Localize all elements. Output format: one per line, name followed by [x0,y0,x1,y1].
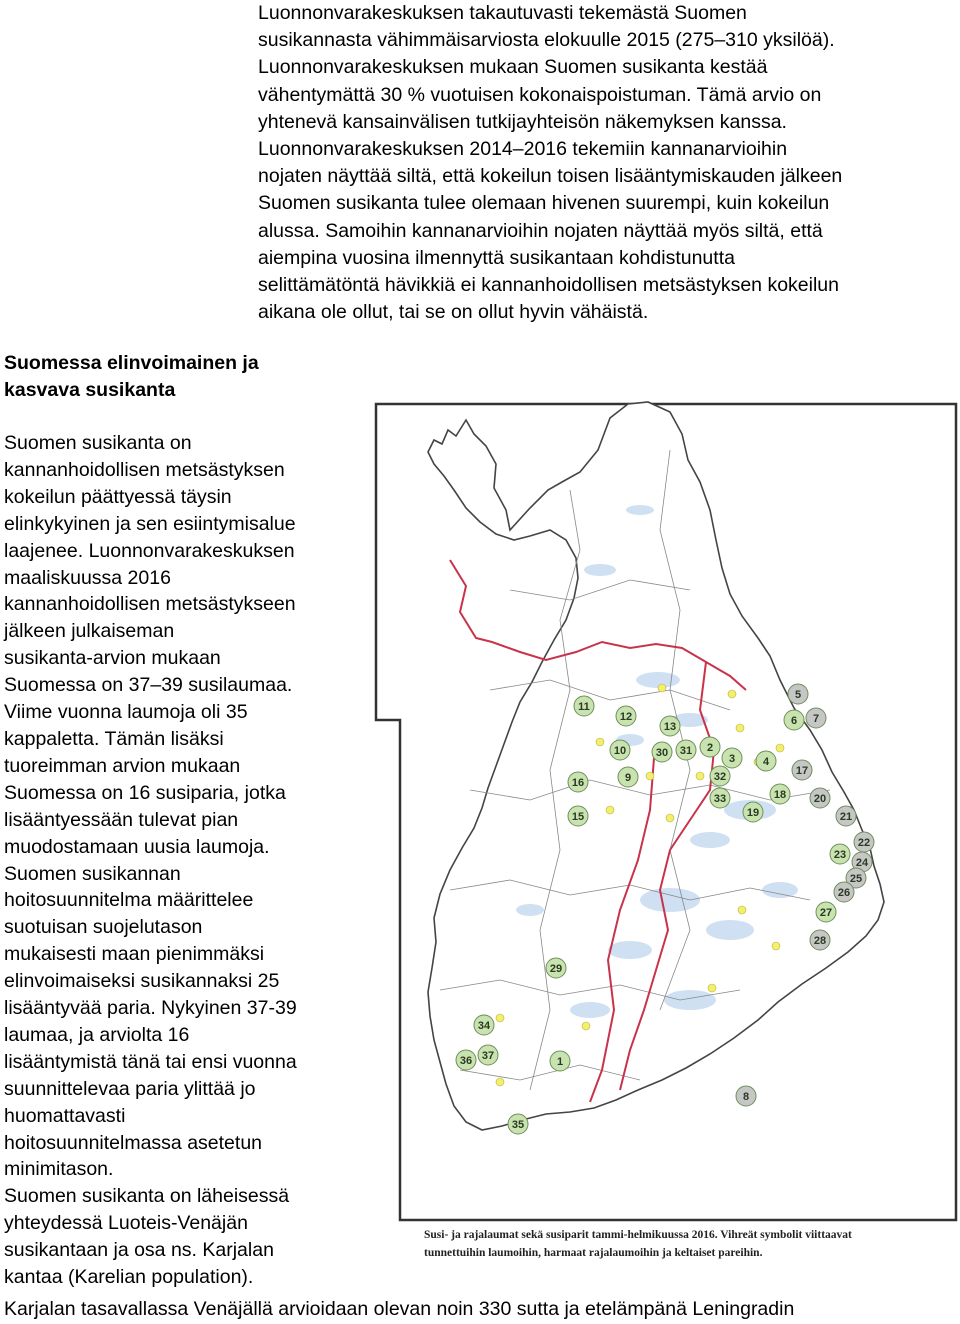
text-line: elinvoimaiseksi susikannaksi 25 [4,970,280,993]
pack-marker [508,1114,528,1134]
pack-marker [810,930,830,950]
pack-marker [836,806,856,826]
pack-label: 35 [511,1119,525,1131]
pack-label: 3 [728,753,736,765]
pack-marker [756,751,776,771]
lake [516,904,544,916]
text-line: lisääntyvää paria. Nykyinen 37-39 [4,997,297,1020]
text-line: nojaten näyttää siltä, että kokeilun toisen lisääntymiskauden jälkeen [258,165,843,188]
pack-marker [610,740,630,760]
pack-marker [743,802,763,822]
text-line: laumaa, ja arviolta 16 [4,1023,190,1046]
pack-marker [474,1015,494,1035]
text-line: huomattavasti [4,1104,126,1127]
text-line: maaliskuussa 2016 [4,566,171,589]
pack-label: 7 [812,713,820,725]
pack-marker [550,1051,570,1071]
pack-label: 11 [578,701,590,713]
text-line: Suomessa on 37–39 susilaumaa. [4,674,293,697]
pack-label: 28 [813,935,827,947]
pack-label: 32 [713,771,727,783]
sidebar-paragraph [4,430,297,1291]
text-line: muodostamaan uusia laumoja. [4,835,270,858]
pack-label: 4 [762,756,770,768]
lake [664,990,716,1010]
lake [570,1002,610,1018]
text-line: kannanhoidollisen metsästykseen [4,593,296,616]
text-line: suotuisan suojelutason [4,916,203,939]
text-line: vähentymättä 30 % vuotuisen kokonaispoistuman. Tämä arvio on [258,83,822,106]
pair-dot [738,906,746,914]
text-line: Suomen susikanta on [4,432,192,454]
text-line: kantaa (Karelian population). [4,1266,254,1289]
pack-marker [546,958,566,978]
pack-label: 34 [477,1020,491,1032]
pack-label: 16 [571,777,585,789]
pack-marker [784,710,804,730]
text-line: kannanhoidollisen metsästyksen [4,458,285,481]
text-line: minimitason. [4,1158,114,1181]
pair-dot [658,684,666,692]
pack-label: 13 [663,721,677,733]
pack-label: 30 [655,747,669,759]
text-line: Suomen susikanta tulee olemaan hivenen suurempi, kuin kokeilun [258,192,830,215]
pack-marker [660,716,680,736]
pack-label: 6 [790,715,798,727]
pack-label: 8 [742,1091,750,1103]
lake [608,941,652,959]
text-line: aiempina vuosina ilmennyttä susikantaan kohdistunutta [258,246,735,269]
lake [626,505,654,515]
map-caption-line-2: tunnettuihin laumoihin, harmaat rajalaumoihin ja keltaiset pareihin. [424,1247,763,1259]
text-line: hoitosuunnitelma määrittelee [4,889,254,912]
text-line: yhtenevä kansainvälisen tutkijayhteisön näkemyksen kanssa. [258,110,787,133]
pack-label: 29 [549,963,563,975]
text-line: hoitosuunnitelmassa asetetun [4,1131,263,1154]
lake [762,882,798,898]
pair-dot [606,806,614,814]
text-line: Viime vuonna laumoja oli 35 [4,701,248,724]
text-line: susikantaan ja osa ns. Karjalan [4,1239,274,1262]
pack-marker [770,784,790,804]
pack-label: 36 [459,1055,473,1067]
pack-marker [806,708,826,728]
text-line: aikana ole ollut, tai se on ollut hyvin vähäistä. [258,301,649,324]
pair-dot [496,1014,504,1022]
pack-label: 27 [819,907,833,919]
finland-outline [428,402,884,1130]
text-line: lisääntymistä tänä tai ensi vuonna [4,1050,297,1073]
text-line: kasvava susikanta [4,379,176,401]
pair-dot [496,1078,504,1086]
pack-marker [736,1086,756,1106]
pack-label: 17 [795,765,809,777]
pack-label: 20 [813,793,827,805]
text-line: jälkeen julkaiseman [4,620,175,643]
pair-dot [696,772,704,780]
pack-marker [700,737,720,757]
pack-marker [568,772,588,792]
pack-label: 10 [613,745,627,757]
pair-dot [646,772,654,780]
pack-label: 21 [839,811,853,823]
pack-label: 18 [773,789,787,801]
pack-label: 12 [619,711,633,723]
pack-marker [816,902,836,922]
pack-label: 2 [706,742,714,754]
text-line: Suomessa elinvoimainen ja [4,352,259,374]
intro-paragraph [258,0,842,326]
pack-marker [568,806,588,826]
text-line: Suomessa on 16 susiparia, jotka [4,781,286,804]
pack-label: 25 [849,873,863,885]
text-line: Karjalan tasavallassa Venäjällä arvioidaan olevan noin 330 sutta ja etelämpänä Leningradin [4,1298,795,1320]
text-line: kokeilun päättyessä täysin [4,485,232,508]
pack-marker [618,767,638,787]
pack-marker [788,684,808,704]
pack-label: 9 [624,772,632,784]
pack-marker [616,706,636,726]
text-line: lisääntyessään tulevat pian [4,808,239,831]
pair-dot [728,690,736,698]
pack-marker [792,760,812,780]
pack-label: 1 [556,1056,564,1068]
text-line: suunnittelevaa paria ylittää jo [4,1077,256,1100]
lake [636,672,680,688]
pair-dot [776,744,784,752]
pack-marker [676,740,696,760]
pack-marker [574,696,594,716]
text-line: Suomen susikanta on läheisessä [4,1185,290,1208]
text-line: susikanta-arvion mukaan [4,647,221,670]
pair-dot [596,738,604,746]
text-line: susikannasta vähimmäisarviosta elokuulle 2015 (275–310 yksilöä). [258,29,835,52]
pack-marker [722,748,742,768]
text-line: yhteydessä Luoteis-Venäjän [4,1212,248,1235]
pack-marker [830,844,850,864]
pack-label: 24 [855,857,869,869]
pack-label: 5 [794,689,802,701]
pair-dot [772,942,780,950]
pair-dot [666,814,674,822]
pack-marker [834,882,854,902]
bottom-line [4,1296,794,1323]
pair-dot [708,984,716,992]
lake [584,564,616,576]
pack-label: 15 [571,811,585,823]
pack-label: 22 [857,837,871,849]
pack-marker [456,1050,476,1070]
pack-label: 19 [746,807,760,819]
pack-label: 33 [713,793,727,805]
text-line: Luonnonvarakeskuksen 2014–2016 tekemiin kannanarvioihin [258,138,788,161]
text-line: alussa. Samoihin kannanarvioihin nojaten näyttää myös siltä, että [258,219,823,242]
pair-dot [582,1022,590,1030]
pack-label: 37 [481,1050,495,1062]
pack-marker [652,742,672,762]
finland-wolf-map [370,390,960,1270]
sidebar-heading [4,350,259,404]
text-line: selittämätöntä hävikkiä ei kannanhoidollisen metsästyksen kokeilun [258,274,839,297]
text-line: laajenee. Luonnonvarakeskuksen [4,539,295,562]
pack-label: 26 [837,887,851,899]
lake [706,920,754,940]
pack-marker [478,1045,498,1065]
text-line: mukaisesti maan pienimmäksi [4,943,265,966]
lake [690,832,730,848]
pack-marker [854,832,874,852]
text-line: Luonnonvarakeskuksen takautuvasti tekemästä Suomen [258,2,747,24]
map-svg [370,390,960,1270]
text-line: kappaletta. Tämän lisäksi [4,727,224,750]
text-line: elinkykyinen ja sen esiintymisalue [4,512,296,535]
text-line: tuoreimman arvion mukaan [4,754,241,777]
pack-label: 23 [833,849,847,861]
pack-marker [710,766,730,786]
pack-marker [710,788,730,808]
pair-dot [736,724,744,732]
pack-marker [810,788,830,808]
text-line: Luonnonvarakeskuksen mukaan Suomen susikanta kestää [258,56,768,79]
pack-label: 31 [679,745,693,757]
text-line: Suomen susikannan [4,862,181,885]
map-caption-line-1: Susi- ja rajalaumat sekä susiparit tammi-helmikuussa 2016. Vihreät symbolit viittaavat [424,1229,852,1241]
